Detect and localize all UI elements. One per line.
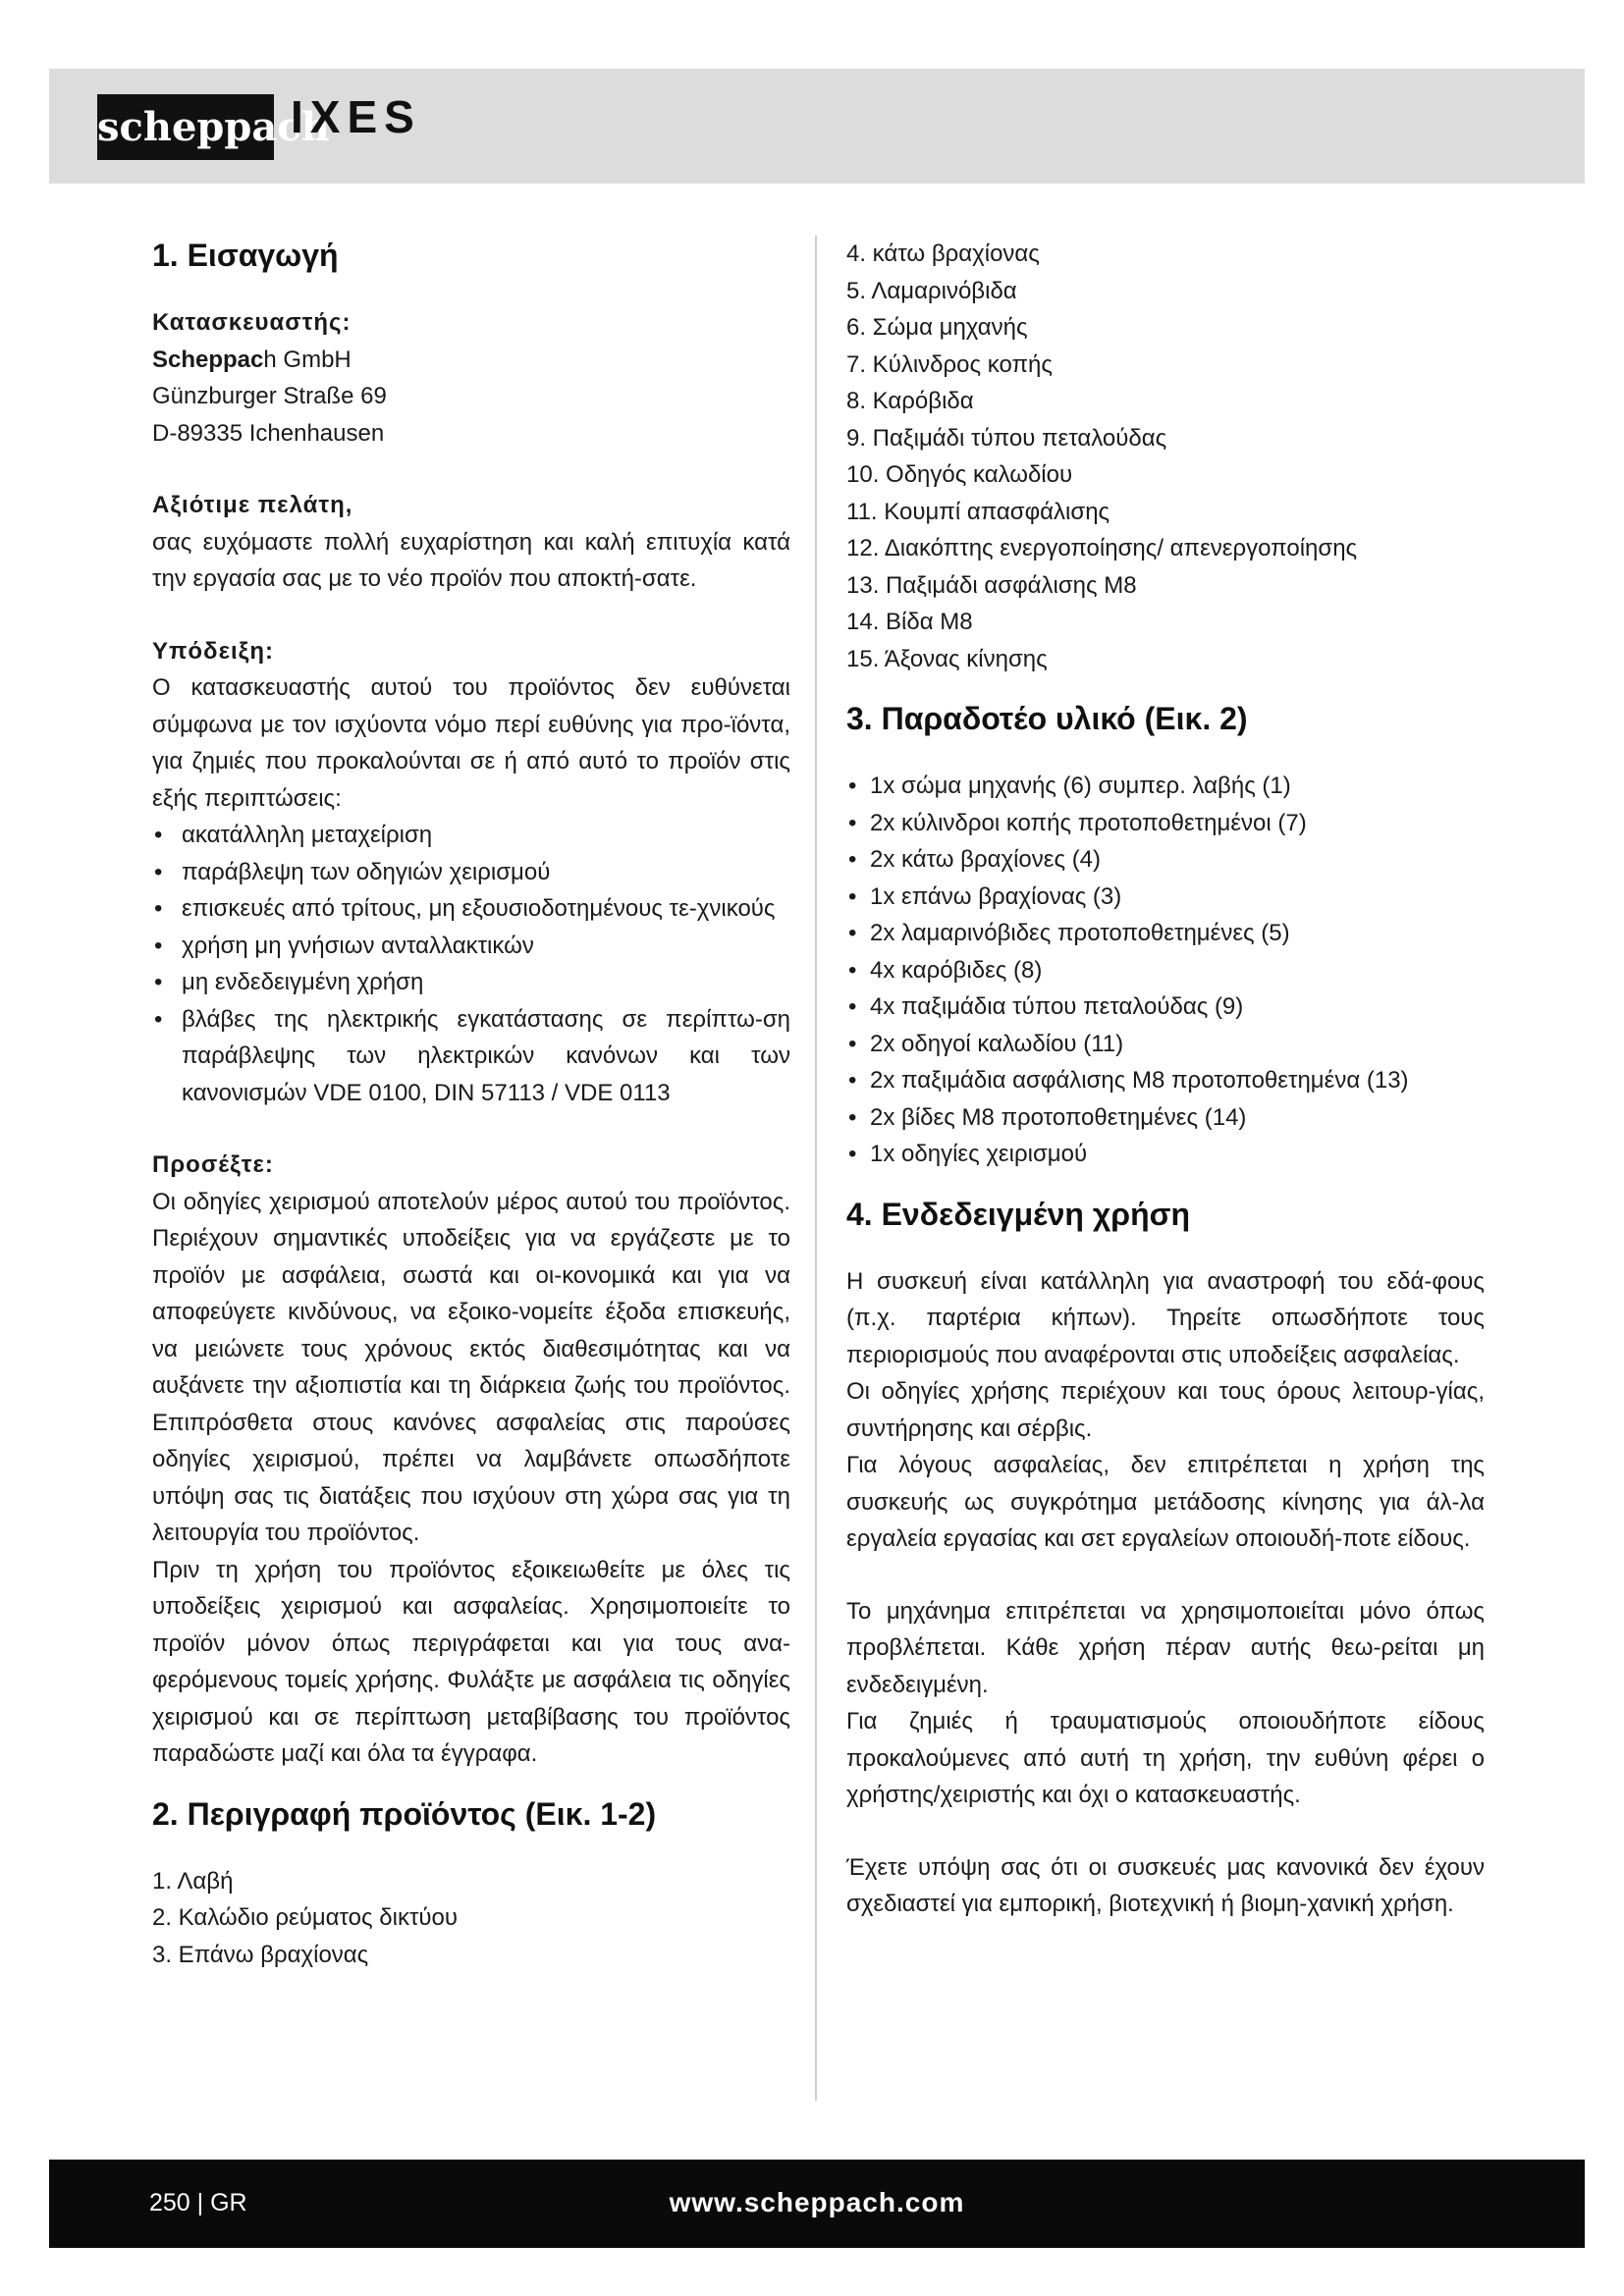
list-item: 4. κάτω βραχίονας: [846, 240, 1040, 267]
company-street: Günzburger Straße 69: [152, 383, 387, 409]
column-divider: [815, 236, 817, 2101]
list-item: • βλάβες της ηλεκτρικής εγκατάστασης σε περίπτω-ση παράβλεψης των ηλεκτρικών κανόνων και των κανονισμών VDE 0100, DIN 57113 / VDE 0113: [152, 1001, 790, 1112]
list-item: • 2x βίδες M8 προτοποθετημένες (14): [846, 1099, 1485, 1137]
list-item: 6. Σώμα μηχανής: [846, 314, 1028, 341]
manufacturer-label: Κατασκευαστής:: [152, 309, 352, 336]
note-list: [152, 817, 790, 1111]
list-item: • μη ενδεδειγμένη χρήση: [152, 964, 790, 1001]
section-title-intended-use: 4. Ενδεδειγμένη χρήση: [846, 1196, 1191, 1232]
section-title-introduction: 1. Εισαγωγή: [152, 238, 339, 273]
intended-use-p2: Οι οδηγίες χρήσης περιέχουν και τους όρους λειτουρ-γίας, συντήρησης και σέρβις.: [846, 1378, 1485, 1442]
attention-text-2: Πριν τη χρήση του προϊόντος εξοικειωθείτε με όλες τις υποδείξεις χειρισμού και ασφαλείας. Χρησιμοποιείτε το προϊόν μόνον όπως περιγράφεται και για τους ανα-φερόμενους τομείς χρήσης. Φυλάξτε με ασφάλεια τις οδηγίες χειρισμού και σε περίπτωση μεταβίβασης του προϊόντος παραδώστε μαζί και όλα τα έγγραφα.: [152, 1556, 790, 1767]
intended-use-p1: Η συσκευή είναι κατάλληλη για αναστροφή του εδά-φους (π.χ. παρτέρια κήπων). Τηρείτε οπωσδήποτε τους περιορισμούς που αναφέρονται στις υποδείξεις ασφαλείας.: [846, 1267, 1485, 1368]
intended-use-p4: Το μηχάνημα επιτρέπεται να χρησιμοποιείται μόνο όπως προβλέπεται. Κάθε χρήση πέραν αυτής θεω-ρείται μη ενδεδειγμένη.: [846, 1597, 1485, 1698]
list-item: • 2x κύλινδροι κοπής προτοποθετημένοι (7): [846, 805, 1485, 842]
company-name-bold: Scheppac: [152, 346, 264, 373]
list-item: 12. Διακόπτης ενεργοποίησης/ απενεργοποίησης: [846, 535, 1358, 561]
website-link[interactable]: www.scheppach.com: [669, 2187, 965, 2217]
list-item: • 1x οδηγίες χειρισμού: [846, 1136, 1485, 1173]
section-title-description: 2. Περιγραφή προϊόντος (Εικ. 1-2): [152, 1795, 657, 1832]
scheppach-logo: scheppach: [97, 94, 274, 160]
page-header: [49, 69, 1585, 184]
list-item: • παράβλεψη των οδηγιών χειρισμού: [152, 854, 790, 891]
list-item: • 4x καρόβιδες (8): [846, 952, 1485, 989]
list-item: 9. Παξιμάδι τύπου πεταλούδας: [846, 424, 1167, 452]
attention-text-1: Οι οδηγίες χειρισμού αποτελούν μέρος αυτού του προϊόντος. Περιέχουν σημαντικές υποδείξεις για να εργάζεστε με το προϊόν με ασφάλεια, σωστά και οι-κονομικά και για να αποφεύγετε κινδύνους, να εξοικο-νομείτε έξοδα επισκευής, να μειώνετε τους χρόνους εκτός διαθεσιμότητας και να αυξάνετε την αξιοπιστία και τη διάρκεια ζωής του προϊόντος. Επιπρόσθετα στους κανόνες ασφαλείας στις παρούσες οδηγίες χειρισμού, πρέπει να λαμβάνετε οπωσδήποτε υπόψη σας τις διατάξεις που ισχύουν στη χώρα σας για τη λειτουργία του προϊόντος.: [152, 1188, 790, 1546]
list-item: 14. Βίδα M8: [846, 609, 973, 635]
ixes-logo: IXES: [291, 91, 421, 142]
list-item: 5. Λαμαρινόβιδα: [846, 277, 1017, 304]
list-item: 15. Άξονας κίνησης: [846, 645, 1048, 672]
note-label: Υπόδειξη:: [152, 637, 274, 665]
list-item: 7. Κύλινδρος κοπής: [846, 350, 1053, 378]
list-item: 11. Κουμπί απασφάλισης: [846, 498, 1110, 525]
list-item: • 1x σώμα μηχανής (6) συμπερ. λαβής (1): [846, 768, 1485, 805]
page-footer: [49, 2160, 1585, 2248]
note-text: Ο κατασκευαστής αυτού του προϊόντος δεν ευθύνεται σύμφωνα με τον ισχύοντα νόμο περί ευθύνης για προ-ϊόντα, για ζημιές που προκαλούνται σε ή από αυτό το προϊόν στις εξής περιπτώσεις:: [152, 674, 790, 812]
intended-use-p3: Για λόγους ασφαλείας, δεν επιτρέπεται η χρήση της συσκευής ως συγκρότημα μετάδοσης κίνησης για άλ-λα εργαλεία εργασίας και σετ εργαλείων οποιουδή-ποτε είδους.: [846, 1452, 1485, 1552]
list-item: • 4x παξιμάδια τύπου πεταλούδας (9): [846, 988, 1485, 1026]
list-item: • 2x λαμαρινόβιδες προτοποθετημένες (5): [846, 915, 1485, 952]
list-item: 3. Επάνω βραχίονας: [152, 1941, 369, 1968]
company-city: D-89335 Ichenhausen: [152, 419, 385, 447]
list-item: 1. Λαβή: [152, 1867, 234, 1895]
list-item: • 1x επάνω βραχίονας (3): [846, 879, 1485, 916]
intended-use-p6: Έχετε υπόψη σας ότι οι συσκευές μας κανονικά δεν έχουν σχεδιαστεί για εμπορική, βιοτεχνική ή βιομη-χανική χρήση.: [846, 1853, 1485, 1917]
list-item: • επισκευές από τρίτους, μη εξουσιοδοτημένους τε-χνικούς: [152, 890, 790, 928]
list-item: • 2x παξιμάδια ασφάλισης M8 προτοποθετημένα (13): [846, 1062, 1485, 1099]
list-item: • ακατάλληλη μεταχείριση: [152, 817, 790, 854]
company-name: [152, 342, 790, 379]
list-item: 2. Καλώδιο ρεύματος δικτύου: [152, 1904, 459, 1931]
section-title-delivery: 3. Παραδοτέο υλικό (Εικ. 2): [846, 701, 1248, 736]
dear-customer-label: Αξιότιμε πελάτη,: [152, 492, 353, 518]
parts-list-b: [846, 236, 1485, 677]
list-item: • 2x κάτω βραχίονες (4): [846, 841, 1485, 879]
company-name-rest: h GmbH: [263, 346, 352, 373]
list-item: 10. Οδηγός καλωδίου: [846, 461, 1073, 488]
list-item: 8. Καρόβιδα: [846, 388, 974, 414]
list-item: 13. Παξιμάδι ασφάλισης M8: [846, 571, 1137, 599]
list-item: • χρήση μη γνήσιων ανταλλακτικών: [152, 928, 790, 965]
attention-label: Προσέξτε:: [152, 1151, 274, 1178]
left-column: [152, 236, 790, 1973]
list-item: • 2x οδηγοί καλωδίου (11): [846, 1026, 1485, 1063]
page-number: 250 | GR: [149, 2189, 247, 2216]
right-column: [846, 236, 1485, 1923]
intended-use-p5: Για ζημιές ή τραυματισμούς οποιουδήποτε είδους προκαλούμενες από αυτή τη χρήση, την ευθύνη φέρει ο χρήστης/χειριστής και όχι ο κατασκευαστής.: [846, 1708, 1485, 1808]
delivery-list: [846, 768, 1485, 1173]
dear-customer-text: σας ευχόμαστε πολλή ευχαρίστηση και καλή επιτυχία κατά την εργασία σας με το νέο προϊόν που αποκτή-σατε.: [152, 528, 790, 592]
parts-list-a: [152, 1863, 790, 1974]
